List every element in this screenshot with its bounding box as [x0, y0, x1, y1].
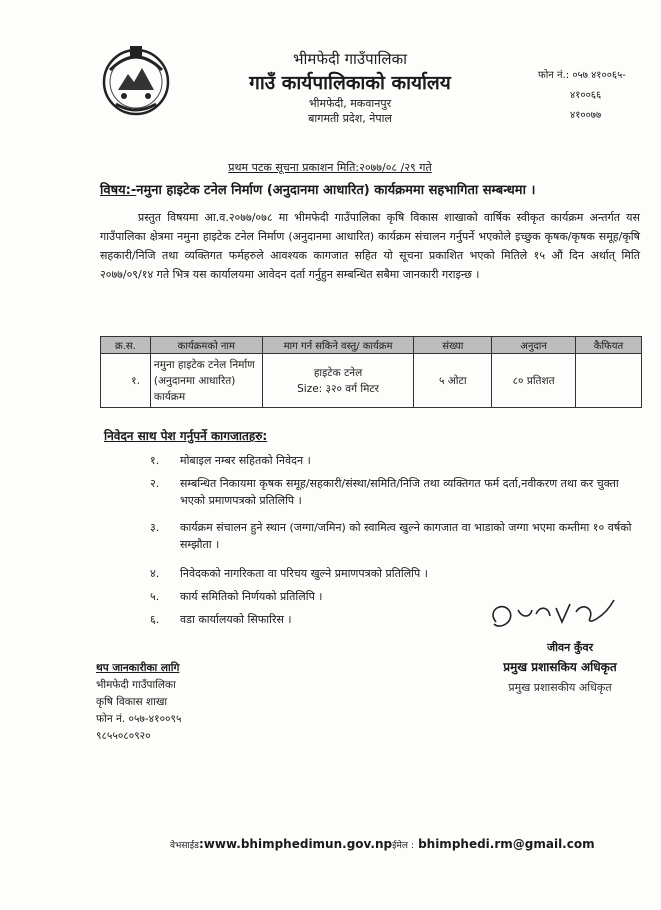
website-link[interactable]: :www.bhimphedimun.gov.np — [198, 837, 393, 851]
list-item-number: १. — [150, 454, 160, 467]
cell-item — [262, 354, 414, 408]
phone-number-3: ४१००७७ — [570, 110, 602, 121]
list-item-text: वडा कार्यालयको सिफारिस । — [180, 613, 292, 626]
program-table — [100, 336, 642, 408]
col-header-item: माग गर्न सकिने वस्तु/ कार्यक्रम — [262, 337, 414, 354]
cell-count: ५ ओटा — [414, 354, 492, 408]
table-row — [101, 354, 642, 408]
address-line-2: बागमती प्रदेश, नेपाल — [308, 112, 392, 125]
subject-line — [100, 180, 640, 198]
cell-item-name: हाइटेक टनेल — [313, 366, 363, 379]
list-item-number: ४. — [150, 567, 160, 580]
table-header-row — [101, 337, 642, 354]
phone-label: फोन नं.: — [538, 70, 570, 81]
list-item-text: कार्य समितिको निर्णयको प्रतिलिपि । — [180, 590, 323, 603]
phone-block — [538, 66, 658, 126]
cell-item-size: Size: ३२० वर्ग मिटर — [297, 382, 379, 395]
email-link[interactable]: bhimphedi.rm@gmail.com — [418, 837, 595, 851]
list-item — [150, 519, 640, 553]
list-item-text: सम्बन्धित निकायमा कृषक समूह/सहकारी/संस्था/समिति/निजि तथा व्यक्तिगत फर्म दर्ता,नवीकरण तथा कर चुक्ता भएको प्रमाणपत्रको प्रतिलिपि । — [180, 477, 619, 507]
subject-label: विषय:- — [100, 183, 137, 198]
list-item-text: कार्यक्रम संचालन हुने स्थान (जग्गा/जमिन) को स्वामित्व खुल्ने कागजात वा भाडाको जग्गा भएमा कम्तीमा १० वर्षको सम्झौता । — [180, 521, 632, 551]
list-item — [150, 452, 640, 469]
contact-mobile: ९८५५०८०९२० — [96, 730, 151, 742]
list-item — [150, 475, 640, 509]
col-header-program: कार्यक्रमको नाम — [150, 337, 262, 354]
signatory-title: प्रमुख प्रशासकिय अधिकृत — [503, 660, 617, 674]
list-item-text: निवेदकको नागरिकता वा परिचय खुल्ने प्रमाणपत्रको प्रतिलिपि । — [180, 567, 428, 580]
municipality-name: भीमफेदी गाउँपालिका — [293, 50, 407, 68]
documents-title: निवेदन साथ पेश गर्नुपर्ने कागजातहरु: — [104, 429, 268, 443]
list-item-number: ३. — [150, 521, 160, 534]
col-header-count: संख्या — [414, 337, 492, 354]
letterhead — [190, 48, 510, 126]
publication-date: प्रथम पटक सूचना प्रकाशन मिति:२०७७/०८ /२९ गते — [228, 161, 432, 174]
col-header-sn: क्र.स. — [101, 337, 151, 354]
office-name: गाउँ कार्यपालिकाको कार्यालय — [249, 72, 451, 94]
website-label: वेभसाईड — [170, 841, 199, 851]
contact-title: थप जानकारीका लागि — [96, 662, 180, 674]
phone-number-2: ४१००६६ — [570, 90, 602, 101]
signatory-stamp: प्रमुख प्रशासकीय अधिकृत — [508, 681, 612, 694]
address-line-1: भीमफेदी, मकवानपुर — [308, 97, 392, 110]
nepal-emblem-icon — [96, 40, 176, 120]
list-item-number: ६. — [150, 613, 160, 626]
contact-phone: फोन नं. ०५७-४१००९५ — [96, 713, 182, 725]
col-header-grant: अनुदान — [492, 337, 576, 354]
cell-program: नमुना हाइटेक टनेल निर्माण (अनुदानमा आधारित) कार्यक्रम — [150, 354, 262, 408]
cell-sn: १. — [101, 354, 151, 408]
contact-branch: कृषि विकास शाखा — [96, 696, 168, 708]
subject-text: नमुना हाइटेक टनेल निर्माण (अनुदानमा आधारित) कार्यक्रममा सहभागिता सम्बन्धमा । — [136, 183, 536, 198]
handwritten-signature — [478, 588, 628, 638]
list-item-text: मोबाइल नम्बर सहितको निवेदन । — [180, 454, 311, 467]
cell-remarks — [576, 354, 642, 408]
footer — [170, 837, 610, 851]
signatory-name: जीवन कुँवर — [546, 641, 594, 654]
col-header-remarks: कैफियत — [576, 337, 642, 354]
notice-body: प्रस्तुत विषयमा आ.व.२०७७/०७८ मा भीमफेदी गाउँपालिका कृषि विकास शाखाको वार्षिक स्वीकृत कार्यक्रम अन्तर्गत यस गाउँपालिका क्षेत्रमा नमुना हाइटेक टनेल निर्माण (अनुदानमा आधारित) कार्यक्रम संचालन गर्नुपर्ने भएकोले इच्छुक कृषक/कृषक समूह/कृषि सहकारी/निजि तथा व्यक्तिगत फर्महरुले आवश्यक कागजात सहित यो सूचना प्रकाशित भएको मितिले १५ औं दिन अर्थात् मिति २०७७/०९/१४ गते भित्र यस कार्यालयमा आवेदन दर्ता गर्नुहुन सम्बन्धित सबैमा जानकारी गराइन्छ । — [100, 211, 640, 281]
email-label: ईमेल : — [392, 841, 414, 851]
list-item-number: ५. — [150, 590, 160, 603]
list-item — [150, 565, 640, 582]
phone-number-1: ०५७ ४१००६५- — [572, 70, 626, 81]
signatory-block — [470, 640, 650, 698]
list-item-number: २. — [150, 477, 160, 490]
cell-grant: ८० प्रतिशत — [492, 354, 576, 408]
contact-block — [96, 660, 296, 745]
contact-org: भीमफेदी गाउँपालिका — [96, 679, 176, 691]
